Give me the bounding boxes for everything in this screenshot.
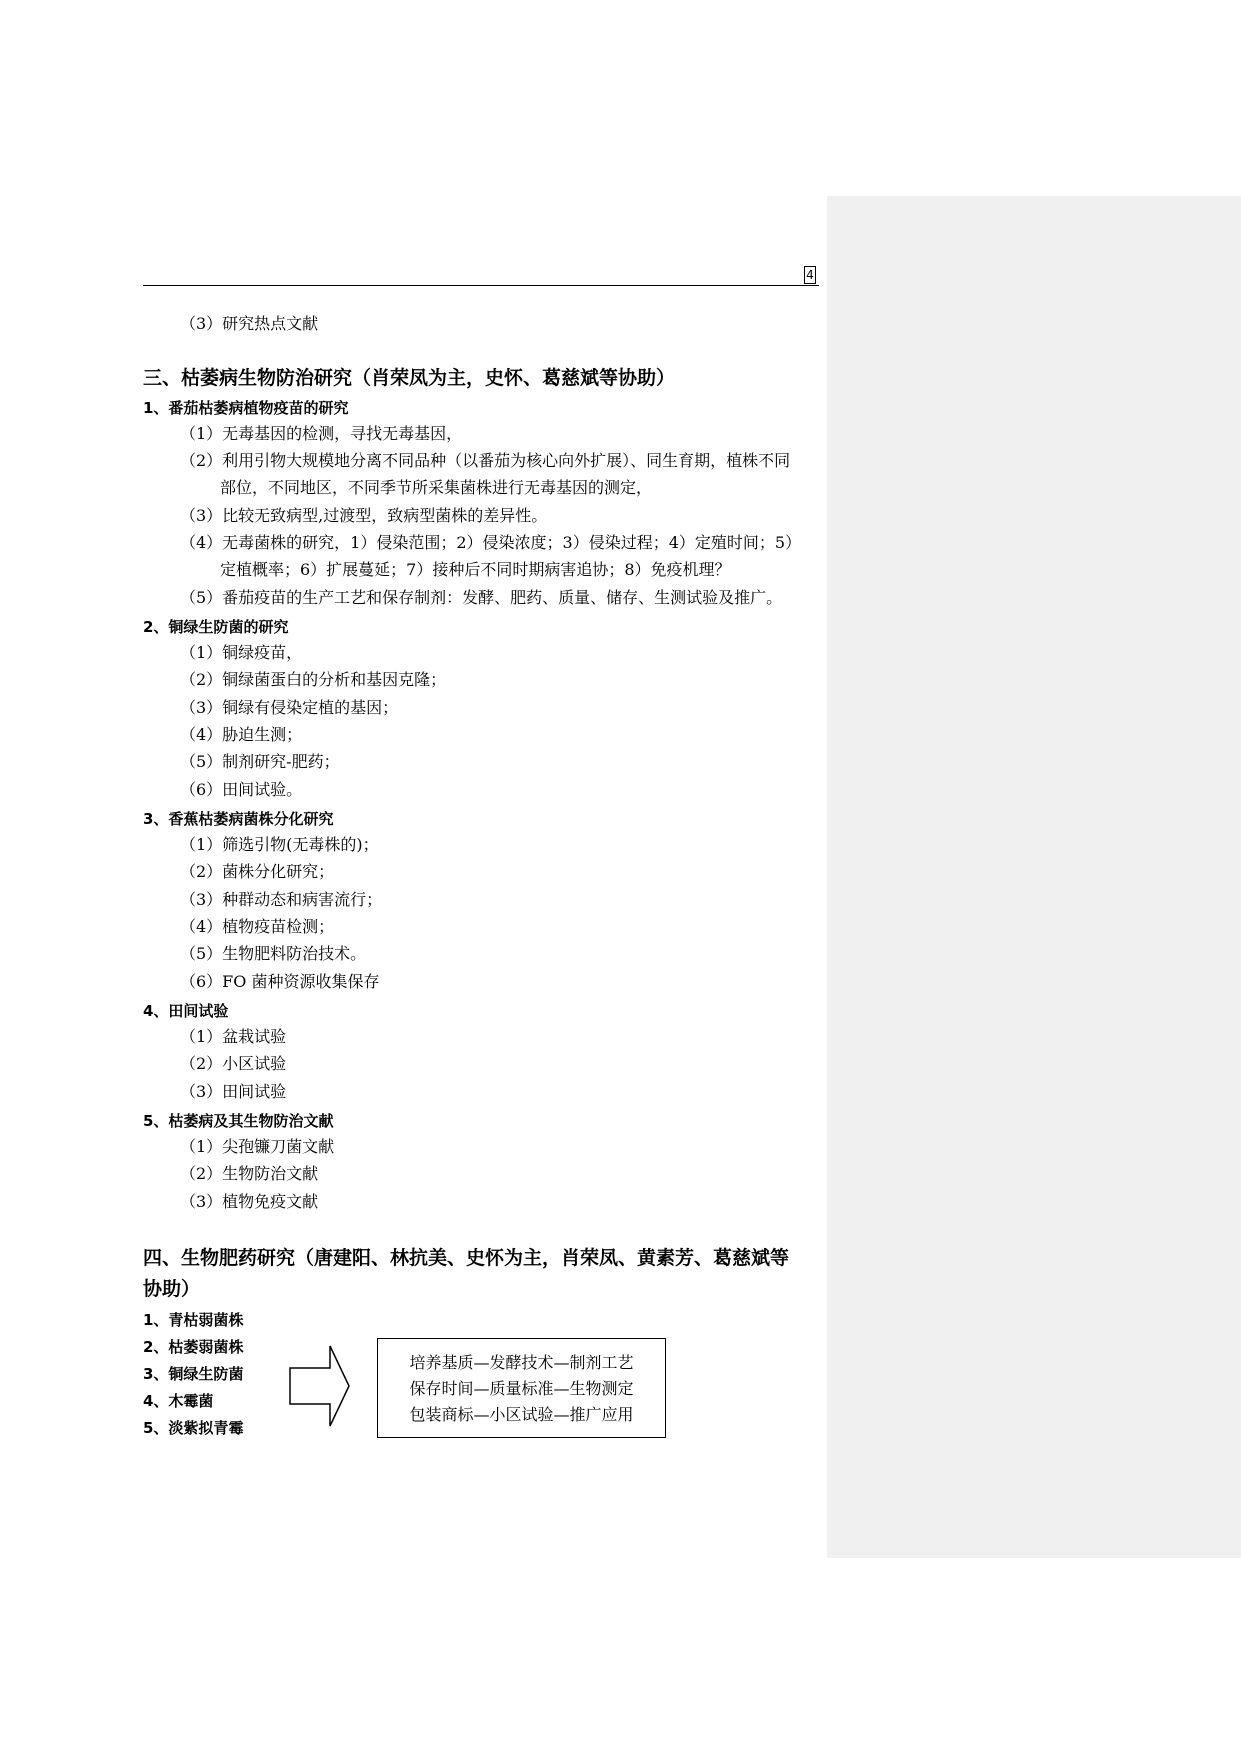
- strain-item: 1、青枯弱菌株: [143, 1311, 244, 1329]
- list-item: （3）田间试验: [180, 1082, 287, 1101]
- list-item: （4）无毒菌株的研究，1）侵染范围；2）侵染浓度；3）侵染过程；4）定殖时间；5）: [180, 533, 802, 552]
- process-flow-box: [377, 1338, 666, 1438]
- list-item: （3）比较无致病型,过渡型，致病型菌株的差异性。: [180, 506, 548, 525]
- list-item: （2）铜绿菌蛋白的分析和基因克隆；: [180, 670, 447, 689]
- list-item: （3）研究热点文献: [180, 314, 319, 333]
- comment-pane: [827, 196, 1241, 1558]
- subheading-3-1: 1、番茄枯萎病植物疫苗的研究: [143, 399, 349, 417]
- subheading-3-4: 4、田间试验: [143, 1002, 229, 1020]
- list-item: （2）利用引物大规模地分离不同品种（以番茄为核心向外扩展）、同生育期，植株不同: [180, 451, 791, 470]
- list-item: （1）筛选引物(无毒株的)；: [180, 835, 379, 854]
- strain-item: 5、淡紫拟青霉: [143, 1419, 244, 1437]
- right-arrow-icon: [289, 1345, 351, 1427]
- list-item: （1）无毒基因的检测，寻找无毒基因，: [180, 424, 463, 443]
- list-item: （1）盆栽试验: [180, 1027, 287, 1046]
- list-item: （1）铜绿疫苗，: [180, 643, 303, 662]
- list-item: （6）FO 菌种资源收集保存: [180, 972, 380, 991]
- list-item: （2）小区试验: [180, 1054, 287, 1073]
- flow-row: 保存时间—质量标准—生物测定: [409, 1379, 634, 1398]
- page-number: 4: [804, 266, 816, 284]
- flow-row: 包装商标—小区试验—推广应用: [409, 1405, 634, 1424]
- subheading-3-5: 5、枯萎病及其生物防治文献: [143, 1112, 334, 1130]
- strain-item: 4、木霉菌: [143, 1392, 214, 1410]
- strain-item: 3、铜绿生防菌: [143, 1365, 244, 1383]
- section-heading-3: 三、枯萎病生物防治研究（肖荣凤为主，史怀、葛慈斌等协助）: [143, 367, 676, 389]
- list-item: （4）植物疫苗检测；: [180, 917, 335, 936]
- list-item: （6）田间试验。: [180, 780, 303, 799]
- list-item: （3）种群动态和病害流行；: [180, 890, 383, 909]
- strain-item: 2、枯萎弱菌株: [143, 1338, 244, 1356]
- list-item: （5）番茄疫苗的生产工艺和保存制剂：发酵、肥药、质量、储存、生测试验及推广。: [180, 588, 783, 607]
- list-item: （4）胁迫生测；: [180, 725, 303, 744]
- header-rule: [143, 285, 819, 286]
- list-item: （2）菌株分化研究；: [180, 862, 335, 881]
- list-item-continuation: 定植概率；6）扩展蔓延；7）接种后不同时期病害追协；8）免疫机理？: [220, 560, 731, 579]
- section-heading-4-continuation: 协助）: [143, 1278, 201, 1300]
- section-heading-4: 四、生物肥药研究（唐建阳、林抗美、史怀为主，肖荣凤、黄素芳、葛慈斌等: [143, 1247, 790, 1269]
- list-item: （3）铜绿有侵染定植的基因；: [180, 698, 399, 717]
- list-item: （5）生物肥料防治技术。: [180, 944, 367, 963]
- flow-row: 培养基质—发酵技术—制剂工艺: [409, 1353, 634, 1372]
- list-item-continuation: 部位，不同地区，不同季节所采集菌株进行无毒基因的测定，: [220, 478, 653, 497]
- list-item: （5）制剂研究-肥药；: [180, 752, 340, 771]
- list-item: （3）植物免疫文献: [180, 1192, 319, 1211]
- list-item: （2）生物防治文献: [180, 1164, 319, 1183]
- subheading-3-2: 2、铜绿生防菌的研究: [143, 618, 289, 636]
- list-item: （1）尖孢镰刀菌文献: [180, 1137, 335, 1156]
- subheading-3-3: 3、香蕉枯萎病菌株分化研究: [143, 810, 334, 828]
